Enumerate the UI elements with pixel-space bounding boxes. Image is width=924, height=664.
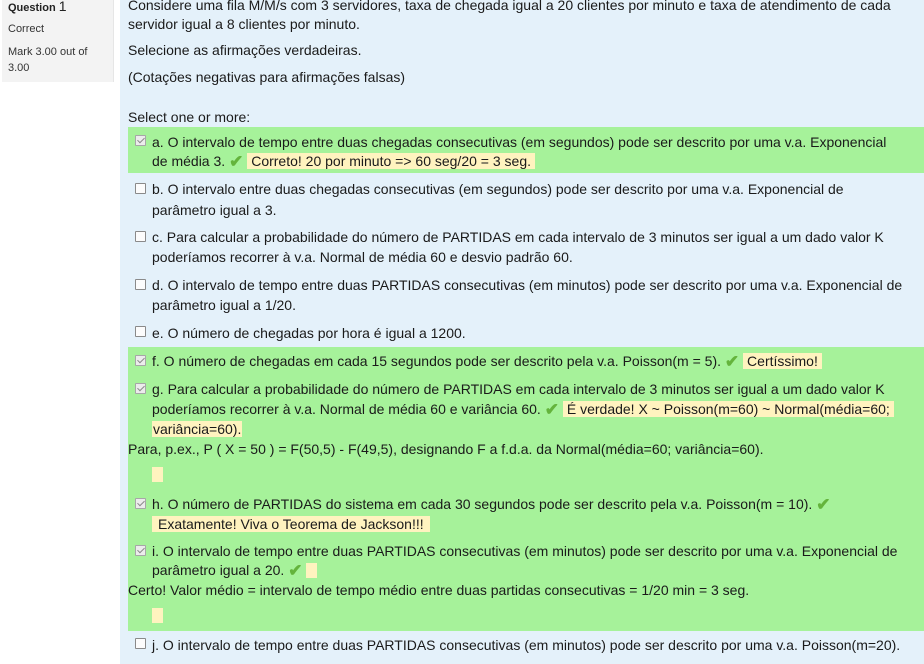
option-d-text-line-2: parâmetro igual a 1/20.	[152, 297, 296, 313]
answer-checkbox-a[interactable]	[135, 135, 146, 146]
option-d-text-line-1: d. O intervalo de tempo entre duas PARTIDAS consecutivas (em minutos) pode ser descrito por uma v.a. Exponencial de	[152, 277, 903, 293]
option-g-feedback-blank	[152, 467, 163, 482]
answer-checkbox-c[interactable]	[135, 231, 146, 242]
answer-option-g[interactable]	[128, 378, 924, 483]
option-g-text-line-2: poderíamos recorrer à v.a. Normal de média 60 e variância 60.	[152, 401, 541, 417]
correct-check-icon: ✔	[816, 495, 831, 514]
option-a-text-line-1: a. O intervalo de tempo entre duas chegadas consecutivas (em segundos) pode ser descrito por uma v.a. Exponencial	[152, 134, 887, 150]
question-content	[120, 0, 924, 664]
answer-prompt: Select one or more:	[128, 109, 251, 125]
question-text	[128, 0, 920, 34]
correct-check-icon: ✔	[229, 152, 244, 171]
option-f-text-line-1: f. O número de chegadas em cada 15 segundos pode ser descrito pela v.a. Poisson(m = 5).	[152, 353, 722, 369]
option-i-text-line-1: i. O intervalo de tempo entre duas PARTIDAS consecutivas (em minutos) pode ser descrito por uma v.a. Exponencial de	[152, 543, 898, 559]
option-i-feedback-blank	[306, 563, 317, 578]
question-penalty-note: (Cotações negativas para afirmações falsas)	[128, 69, 406, 85]
answer-checkbox-j[interactable]	[135, 638, 146, 649]
option-b-text-line-2: parâmetro igual a 3.	[152, 202, 277, 218]
option-j-text-line-1: j. O intervalo de tempo entre duas PARTIDAS consecutivas (em minutos) pode ser descrito por uma v.a. Poisson(m=20).	[152, 637, 901, 653]
question-state: Correct	[8, 23, 45, 35]
answer-option-d[interactable]	[128, 274, 924, 316]
question-grade	[8, 44, 107, 76]
option-f-feedback: Certíssimo!	[743, 353, 822, 369]
option-c-text-line-1: c. Para calcular a probabilidade do número de PARTIDAS em cada intervalo de 3 minutos ser igual a um dado valor K	[152, 229, 884, 245]
option-h-feedback: Exatamente! Viva o Teorema de Jackson!!!	[152, 516, 430, 532]
answer-checkbox-i[interactable]	[135, 545, 146, 556]
option-i-text-line-2: parâmetro igual a 20.	[152, 562, 285, 578]
question-instruction: Selecione as afirmações verdadeiras.	[128, 42, 362, 58]
question-number-value: 1	[58, 0, 67, 14]
option-g-extra-text: Para, p.ex., P ( X = 50 ) = F(50,5) - F(49,5), designando F a f.d.a. da Normal(média=60; variância=60).	[128, 441, 764, 457]
option-g-feedback-line-1: É verdade! X ~ Poisson(m=60) ~ Normal(média=60;	[563, 401, 894, 417]
answer-checkbox-e[interactable]	[135, 326, 146, 337]
option-e-text-line-1: e. O número de chegadas por hora é igual a 1200.	[152, 325, 466, 341]
answer-option-e[interactable]	[128, 322, 924, 344]
option-h-text-line-1: h. O número de PARTIDAS do sistema em cada 30 segundos pode ser descrito pela v.a. Poisson(m = 10).	[152, 496, 813, 512]
answer-option-a[interactable]	[128, 127, 924, 173]
option-a-text-line-2: de média 3.	[152, 153, 226, 169]
answer-checkbox-d[interactable]	[135, 279, 146, 290]
answer-option-f[interactable]	[128, 350, 924, 374]
question-text-line-1: Considere uma fila M/M/s com 3 servidores, taxa de chegada igual a 20 clientes por minuto e taxa de atendimento de cada	[128, 0, 891, 13]
option-i-extra-text: Certo! Valor médio = intervalo de tempo médio entre duas partidas consecutivas = 1/20 min = 3 seg.	[128, 582, 750, 598]
option-a-feedback: Correto! 20 por minuto => 60 seg/20 = 3 seg.	[247, 153, 535, 169]
answer-option-j[interactable]	[128, 634, 924, 660]
answer-option-h[interactable]	[128, 493, 924, 533]
answer-checkbox-g[interactable]	[135, 383, 146, 394]
answer-option-c[interactable]	[128, 226, 924, 268]
grade-line-1: Mark 3.00 out of	[8, 46, 88, 58]
answer-checkbox-f[interactable]	[135, 355, 146, 366]
correct-check-icon: ✔	[724, 352, 740, 371]
question-label: Question	[8, 2, 56, 14]
answer-checkbox-h[interactable]	[135, 498, 146, 509]
correct-check-icon: ✔	[544, 400, 559, 419]
option-b-text-line-1: b. O intervalo entre duas chegadas consecutivas (em segundos) pode ser descrito por uma v.a. Exponencial de	[152, 181, 844, 197]
correct-check-icon: ✔	[288, 561, 303, 580]
answer-option-i[interactable]	[128, 540, 924, 628]
question-number	[8, 0, 107, 15]
grade-line-2: 3.00	[8, 62, 30, 74]
answer-option-b[interactable]	[128, 178, 924, 220]
answer-checkbox-b[interactable]	[135, 183, 146, 194]
question-info-panel	[2, 0, 114, 82]
option-g-text-line-1: g. Para calcular a probabilidade do número de PARTIDAS em cada intervalo de 3 minutos ser igual a um dado valor K	[152, 381, 885, 397]
question-text-line-2: servidor igual a 8 clientes por minuto.	[128, 16, 360, 32]
option-c-text-line-2: poderíamos recorrer à v.a. Normal de média 60 e desvio padrão 60.	[152, 249, 573, 265]
option-i-feedback-blank-2	[152, 608, 163, 623]
option-g-feedback-line-2: variância=60).	[153, 421, 242, 437]
